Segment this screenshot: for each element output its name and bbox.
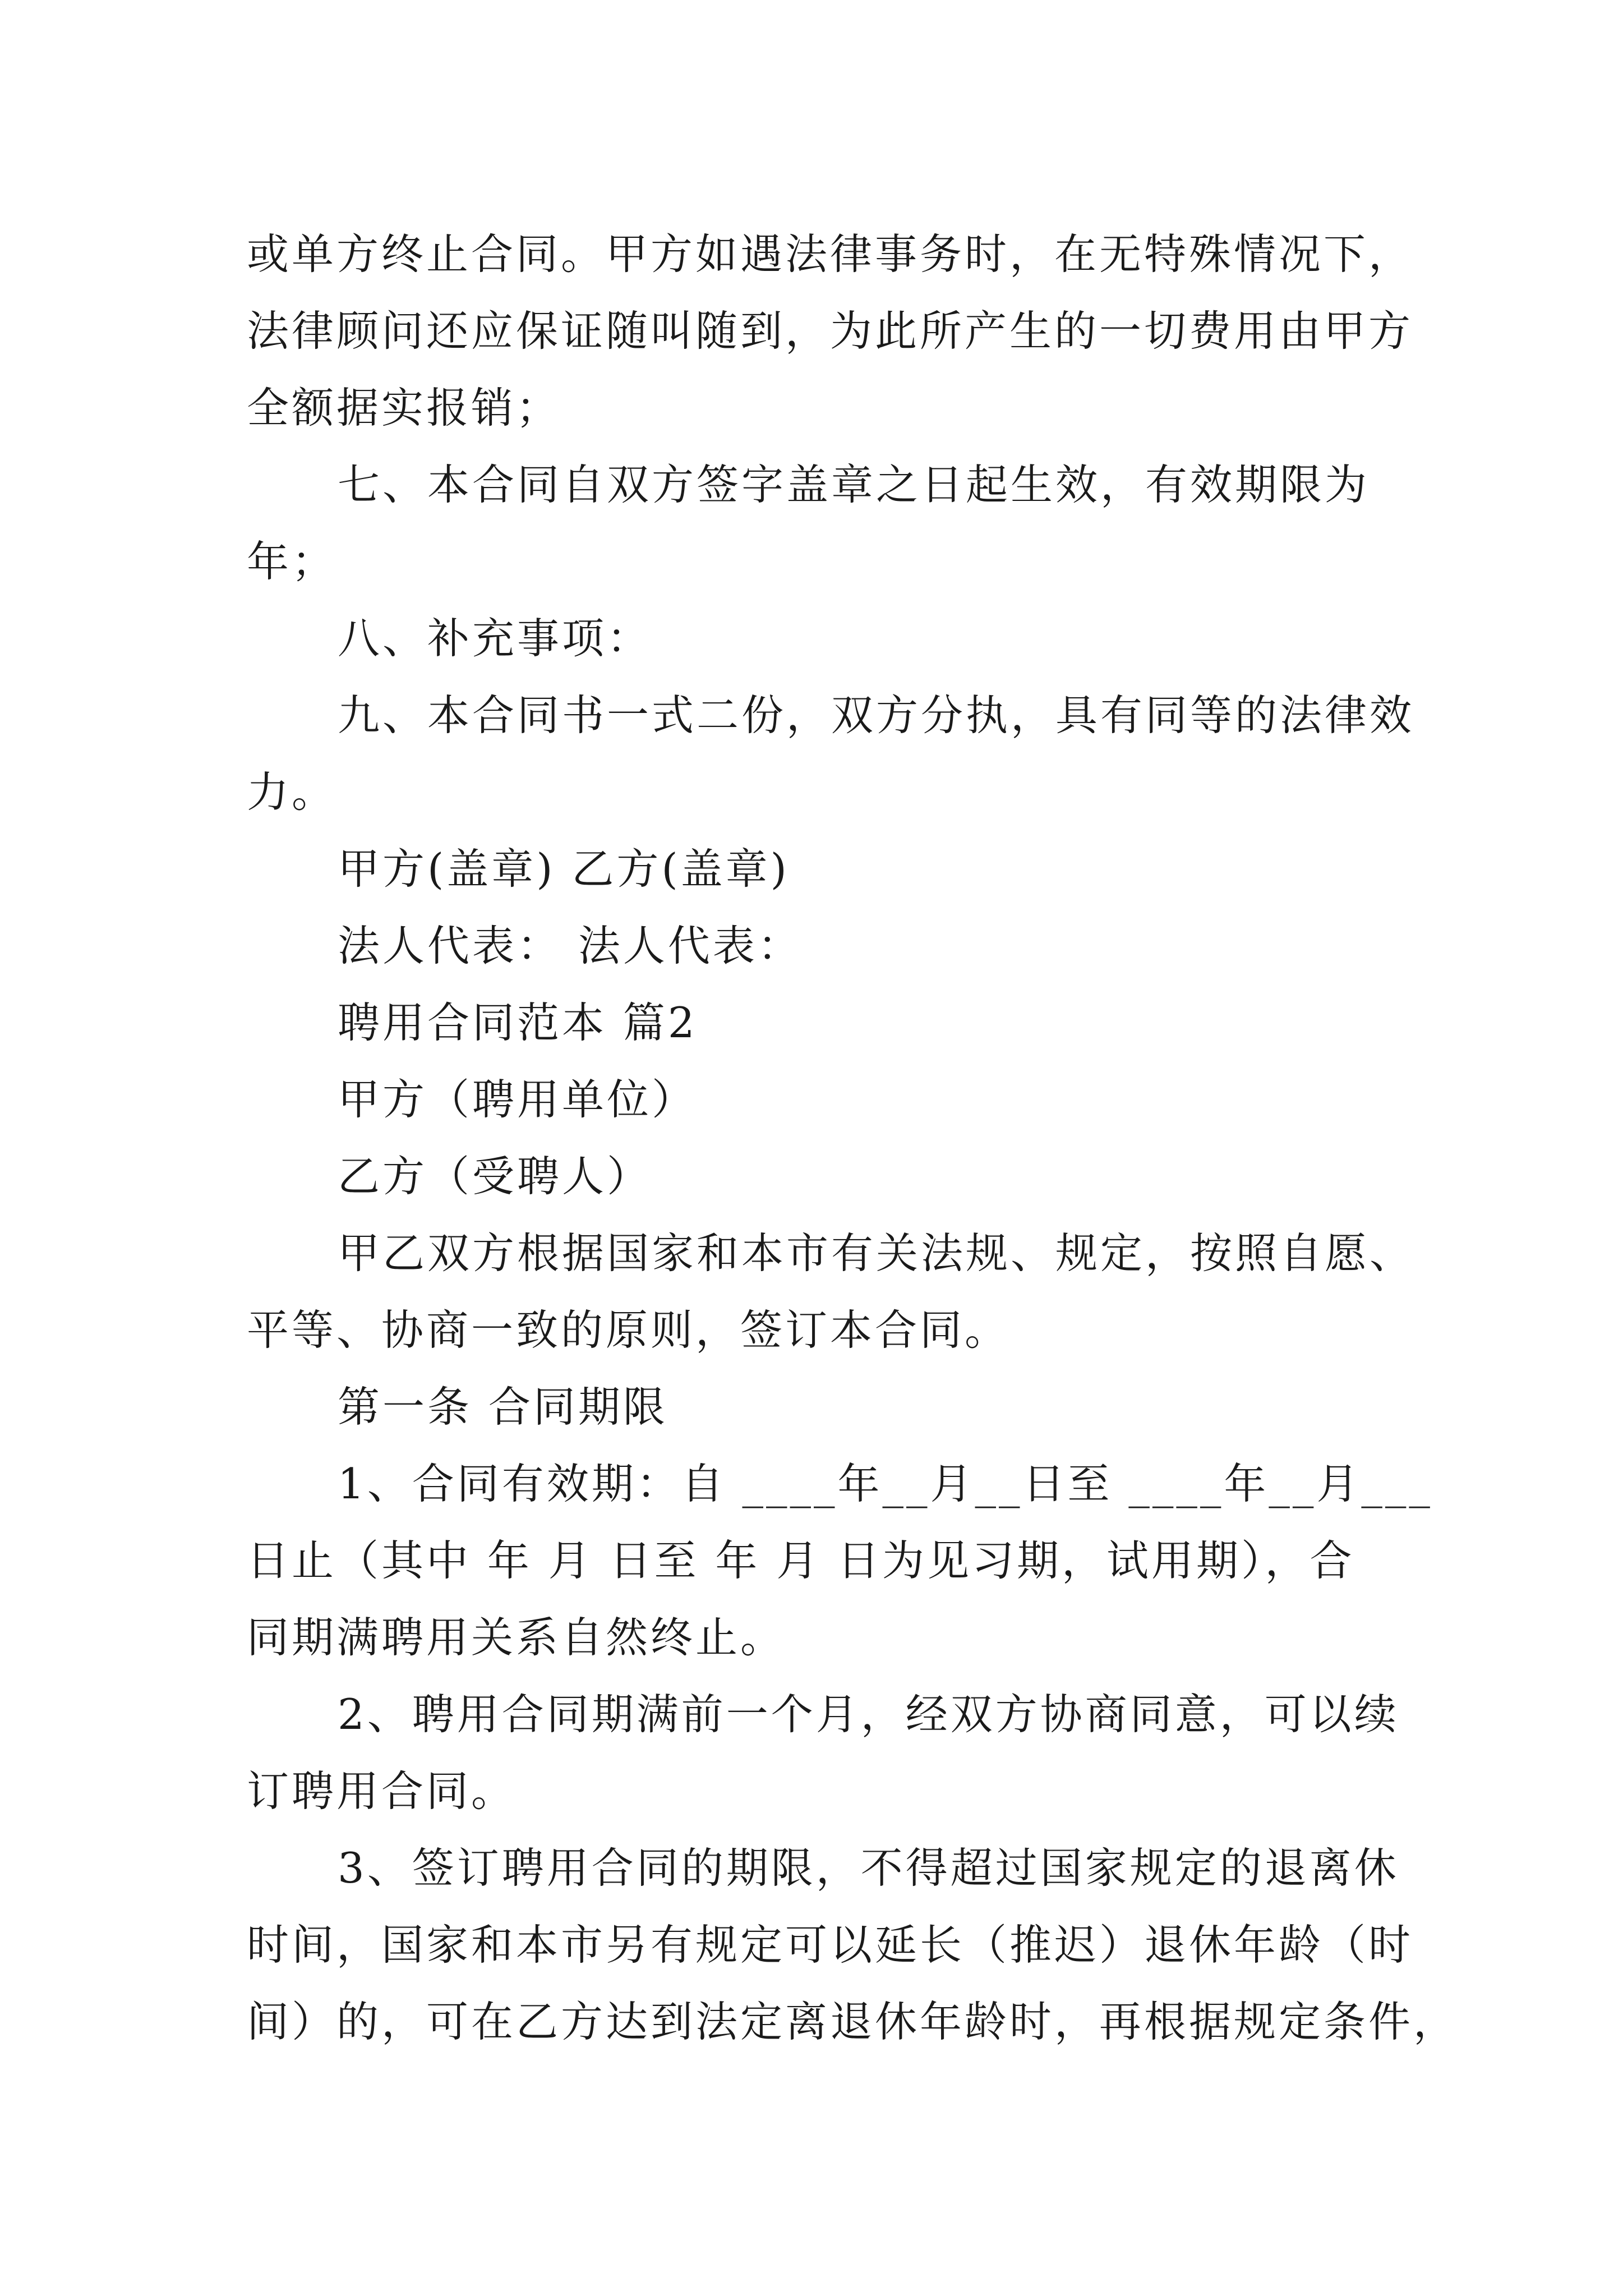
text-line: 1、合同有效期：自 ____年__月__日至 ____年__月___ <box>338 1459 1433 1508</box>
text-line: 时间，国家和本市另有规定可以延长（推迟）退休年龄（时 <box>247 1920 1414 1970</box>
text-line: 或单方终止合同。甲方如遇法律事务时，在无特殊情况下， <box>247 229 1414 279</box>
document-body <box>247 216 1459 2060</box>
text-line: 第一条 合同期限 <box>338 1382 668 1432</box>
text-line: 同期满聘用关系自然终止。 <box>247 1613 786 1662</box>
text-line: 九、本合同书一式二份，双方分执，具有同等的法律效 <box>338 691 1415 740</box>
text-line: 订聘用合同。 <box>247 1766 517 1816</box>
text-line: 八、补充事项： <box>338 614 652 663</box>
text-line: 2、聘用合同期满前一个月，经双方协商同意，可以续 <box>338 1690 1399 1739</box>
text-line: 日止（其中 年 月 日至 年 月 日为见习期，试用期），合 <box>247 1536 1355 1585</box>
text-line: 3、签订聘用合同的期限，不得超过国家规定的退离休 <box>338 1843 1399 1893</box>
text-line: 甲方（聘用单位） <box>338 1075 697 1124</box>
text-line: 年； <box>247 537 337 586</box>
text-line: 甲方(盖章) 乙方(盖章) <box>338 844 790 894</box>
text-line: 七、本合同自双方签字盖章之日起生效，有效期限为 <box>338 460 1370 509</box>
text-line: 甲乙双方根据国家和本市有关法规、规定，按照自愿、 <box>338 1228 1415 1278</box>
text-line: 法人代表： 法人代表： <box>338 921 803 970</box>
text-line: 间）的，可在乙方达到法定离退休年龄时，再根据规定条件， <box>247 1997 1459 2046</box>
text-line: 法律顾问还应保证随叫随到，为此所产生的一切费用由甲方 <box>247 306 1414 356</box>
text-line: 全额据实报销； <box>247 383 561 432</box>
text-line: 平等、协商一致的原则，签订本合同。 <box>247 1305 1010 1355</box>
text-line: 力。 <box>247 767 337 817</box>
text-line: 乙方（受聘人） <box>338 1152 652 1201</box>
text-line: 聘用合同范本 篇2 <box>338 998 698 1047</box>
